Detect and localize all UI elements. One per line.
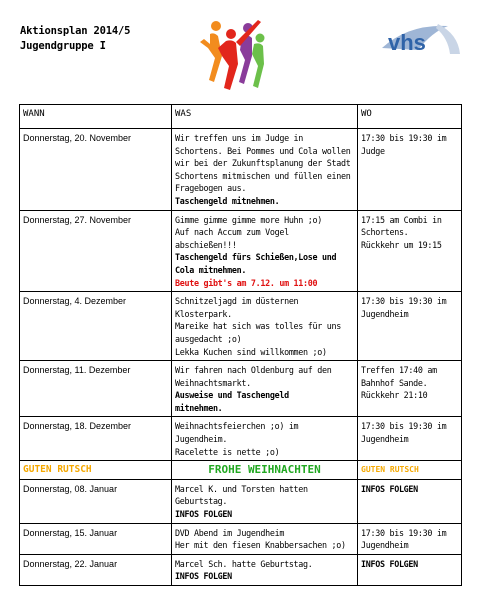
activity-line: Wir fahren nach Oldenburg auf den <box>175 365 332 376</box>
date-cell: Donnerstag, 08. Januar <box>20 479 172 523</box>
activity-line: Schortens. Bei Pommes und Cola wollen <box>175 145 351 156</box>
banner-frohe-weihnachten: FROHE WEIHNACHTEN <box>172 461 358 480</box>
location-cell <box>358 292 462 361</box>
table-header-row <box>20 105 462 129</box>
location-line: 17:30 bis 19:30 im <box>361 133 447 143</box>
activity-line: Schortens mitmischen und füllen einen <box>175 170 351 181</box>
location-cell <box>358 210 462 292</box>
location-cell: INFOS FOLGEN <box>358 554 462 585</box>
location-cell <box>358 129 462 211</box>
activity-line: Auf nach Accum zum Vogel <box>175 227 289 238</box>
table-row <box>20 292 462 361</box>
banner-guten-rutsch-left: GUTEN RUTSCH <box>20 461 172 480</box>
activity-line: DVD Abend im Jugendheim <box>175 527 285 538</box>
activity-line: Jugendheim. <box>175 434 228 445</box>
location-cell <box>358 361 462 417</box>
activity-note: Taschengeld mitnehmen. <box>175 195 280 206</box>
activity-highlight: Beute gibt's am 7.12. um 11:00 <box>175 277 318 288</box>
activity-note: Ausweise und Taschengeld <box>175 390 289 401</box>
activity-cell <box>172 554 358 585</box>
activity-line: Racelette is nette ;o) <box>175 446 280 457</box>
location-line: Rückkehr 21:10 <box>361 390 428 401</box>
holiday-banner-row <box>20 461 462 480</box>
document-header <box>20 24 130 54</box>
date-cell: Donnerstag, 15. Januar <box>20 523 172 554</box>
activity-line: Gimme gimme gimme more Huhn ;o) <box>175 214 323 225</box>
table-row <box>20 554 462 585</box>
activity-line: Mareike hat sich was tolles für uns <box>175 321 341 332</box>
action-plan-table <box>19 104 462 586</box>
date-cell: Donnerstag, 27. November <box>20 210 172 292</box>
location-line: 17:30 bis 19:30 im <box>361 296 447 307</box>
activity-line: Geburtstag. <box>175 496 228 507</box>
activity-note: mitnehmen. <box>175 402 223 413</box>
activity-note: Cola mitnehmen. <box>175 264 247 275</box>
activity-cell <box>172 292 358 361</box>
date-cell: Donnerstag, 18. Dezember <box>20 417 172 461</box>
activity-cell <box>172 523 358 554</box>
activity-line: ausgedacht ;o) <box>175 333 242 344</box>
column-header-wann: WANN <box>20 105 172 129</box>
dancing-people-logo <box>196 12 268 94</box>
activity-note: Taschengeld fürs Schießen,Lose und <box>175 252 337 263</box>
activity-line: Schnitzeljagd im düsternen <box>175 296 299 307</box>
activity-line: wir bei der Zukunftsplanung der Stadt <box>175 158 351 169</box>
location-line: 17:30 bis 19:30 im <box>361 421 447 432</box>
activity-line: Weihnachtsfeierchen ;o) im <box>175 421 299 432</box>
header-subtitle: Jugendgruppe I <box>20 40 106 52</box>
svg-text:vhs: vhs <box>388 30 426 55</box>
activity-note: INFOS FOLGEN <box>175 509 232 520</box>
location-line: Judge <box>361 145 385 156</box>
activity-line: Fragebogen aus. <box>175 183 247 194</box>
location-line: Jugendheim <box>361 308 409 319</box>
activity-line: Klosterpark. <box>175 308 232 319</box>
activity-line: Her mit den fiesen Knabbersachen ;o) <box>175 540 346 551</box>
location-line: Rückkehr um 19:15 <box>361 239 442 250</box>
activity-cell <box>172 129 358 211</box>
date-cell: Donnerstag, 22. Januar <box>20 554 172 585</box>
table-row <box>20 417 462 461</box>
activity-note: INFOS FOLGEN <box>175 571 232 582</box>
date-cell: Donnerstag, 11. Dezember <box>20 361 172 417</box>
location-line: Jugendheim <box>361 434 409 445</box>
activity-cell <box>172 479 358 523</box>
activity-line: Marcel K. und Torsten hatten <box>175 483 308 494</box>
table-row <box>20 361 462 417</box>
table-row <box>20 129 462 211</box>
activity-line: Marcel Sch. hatte Geburtstag. <box>175 558 313 569</box>
activity-cell <box>172 210 358 292</box>
activity-cell <box>172 361 358 417</box>
location-line: Bahnhof Sande. <box>361 377 428 388</box>
table-row <box>20 523 462 554</box>
activity-line: Wir treffen uns im Judge in <box>175 133 304 143</box>
location-cell: INFOS FOLGEN <box>358 479 462 523</box>
column-header-wo: WO <box>358 105 462 129</box>
location-cell <box>358 417 462 461</box>
location-cell: 17:30 bis 19:30 im Jugendheim <box>358 523 462 554</box>
activity-line: abschießen!!! <box>175 239 237 250</box>
activity-line: Weihnachtsmarkt. <box>175 377 251 388</box>
location-line: Treffen 17:40 am <box>361 365 437 376</box>
activity-cell <box>172 417 358 461</box>
table-row <box>20 479 462 523</box>
activity-line: Lekka Kuchen sind willkommen ;o) <box>175 346 327 357</box>
location-line: Schortens. <box>361 227 409 238</box>
column-header-was: WAS <box>172 105 358 129</box>
date-cell: Donnerstag, 4. Dezember <box>20 292 172 361</box>
header-title: Aktionsplan 2014/5 <box>20 25 131 37</box>
banner-guten-rutsch-right: GUTEN RUTSCH <box>358 461 462 480</box>
date-cell: Donnerstag, 20. November <box>20 129 172 211</box>
location-line: 17:15 am Combi in <box>361 214 442 225</box>
vhs-logo <box>378 20 464 60</box>
table-row <box>20 210 462 292</box>
